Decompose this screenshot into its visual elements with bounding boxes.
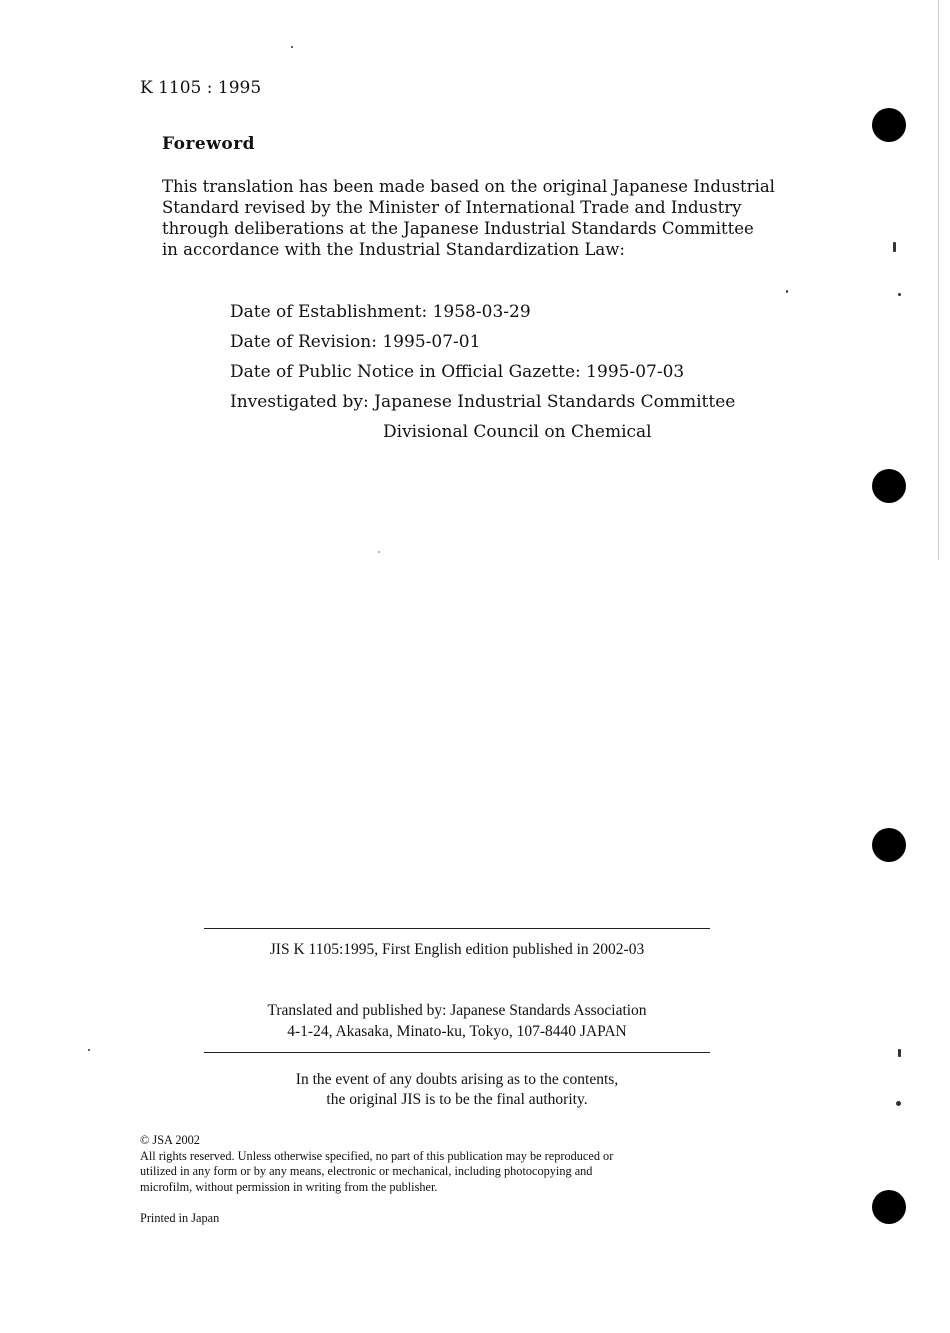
scan-speck xyxy=(786,290,788,293)
standard-number: K 1105 : 1995 xyxy=(140,78,262,98)
intro-line: Standard revised by the Minister of International Trade and Industry xyxy=(162,198,742,217)
intro-line: This translation has been made based on the original Japanese Industrial xyxy=(162,177,775,196)
punch-hole xyxy=(872,108,906,142)
punch-hole xyxy=(872,1190,906,1224)
scan-speck xyxy=(898,1049,901,1057)
scan-speck xyxy=(893,242,896,252)
publisher-address: 4-1-24, Akasaka, Minato-ku, Tokyo, 107-8440 JAPAN xyxy=(287,1023,627,1040)
edition-statement: JIS K 1105:1995, First English edition published in 2002-03 xyxy=(269,941,645,958)
publisher-block xyxy=(0,1000,914,1042)
punch-hole xyxy=(872,828,906,862)
bottom-rule xyxy=(204,1052,710,1053)
scan-speck xyxy=(898,293,901,296)
date-of-establishment: Date of Establishment: 1958-03-29 xyxy=(230,302,531,322)
printed-in: Printed in Japan xyxy=(140,1211,220,1225)
scan-speck xyxy=(291,46,293,48)
punch-hole xyxy=(872,469,906,503)
copyright-text: microfilm, without permission in writing from the publisher. xyxy=(140,1179,438,1194)
scan-speck xyxy=(88,1049,90,1051)
scan-speck xyxy=(378,551,380,553)
date-of-revision: Date of Revision: 1995-07-01 xyxy=(230,332,481,352)
publisher-line: Translated and published by: Japanese Standards Association xyxy=(267,1002,647,1019)
investigated-by: Investigated by: Japanese Industrial Standards Committee xyxy=(230,392,736,412)
dates-block xyxy=(230,297,735,447)
authority-line: In the event of any doubts arising as to the contents, xyxy=(295,1071,619,1088)
authority-line: the original JIS is to be the final authority. xyxy=(326,1091,588,1108)
authority-notice xyxy=(0,1070,914,1110)
copyright-block xyxy=(140,1133,613,1195)
copyright-text: utilized in any form or by any means, electronic or mechanical, including photocopying and xyxy=(140,1164,593,1178)
date-of-public-notice: Date of Public Notice in Official Gazette: 1995-07-03 xyxy=(230,362,685,382)
investigated-by-council: Divisional Council on Chemical xyxy=(383,422,652,442)
intro-line: through deliberations at the Japanese Industrial Standards Committee xyxy=(162,219,754,238)
copyright-mark: © JSA 2002 xyxy=(140,1133,200,1147)
foreword-heading: Foreword xyxy=(162,134,256,154)
scan-speck xyxy=(896,1101,901,1106)
foreword-intro-paragraph xyxy=(162,176,775,260)
copyright-text: All rights reserved. Unless otherwise specified, no part of this publication may be reproduced or xyxy=(140,1148,614,1163)
intro-line: in accordance with the Industrial Standardization Law: xyxy=(162,240,625,259)
top-rule xyxy=(204,928,710,929)
scan-edge-line xyxy=(938,0,939,560)
